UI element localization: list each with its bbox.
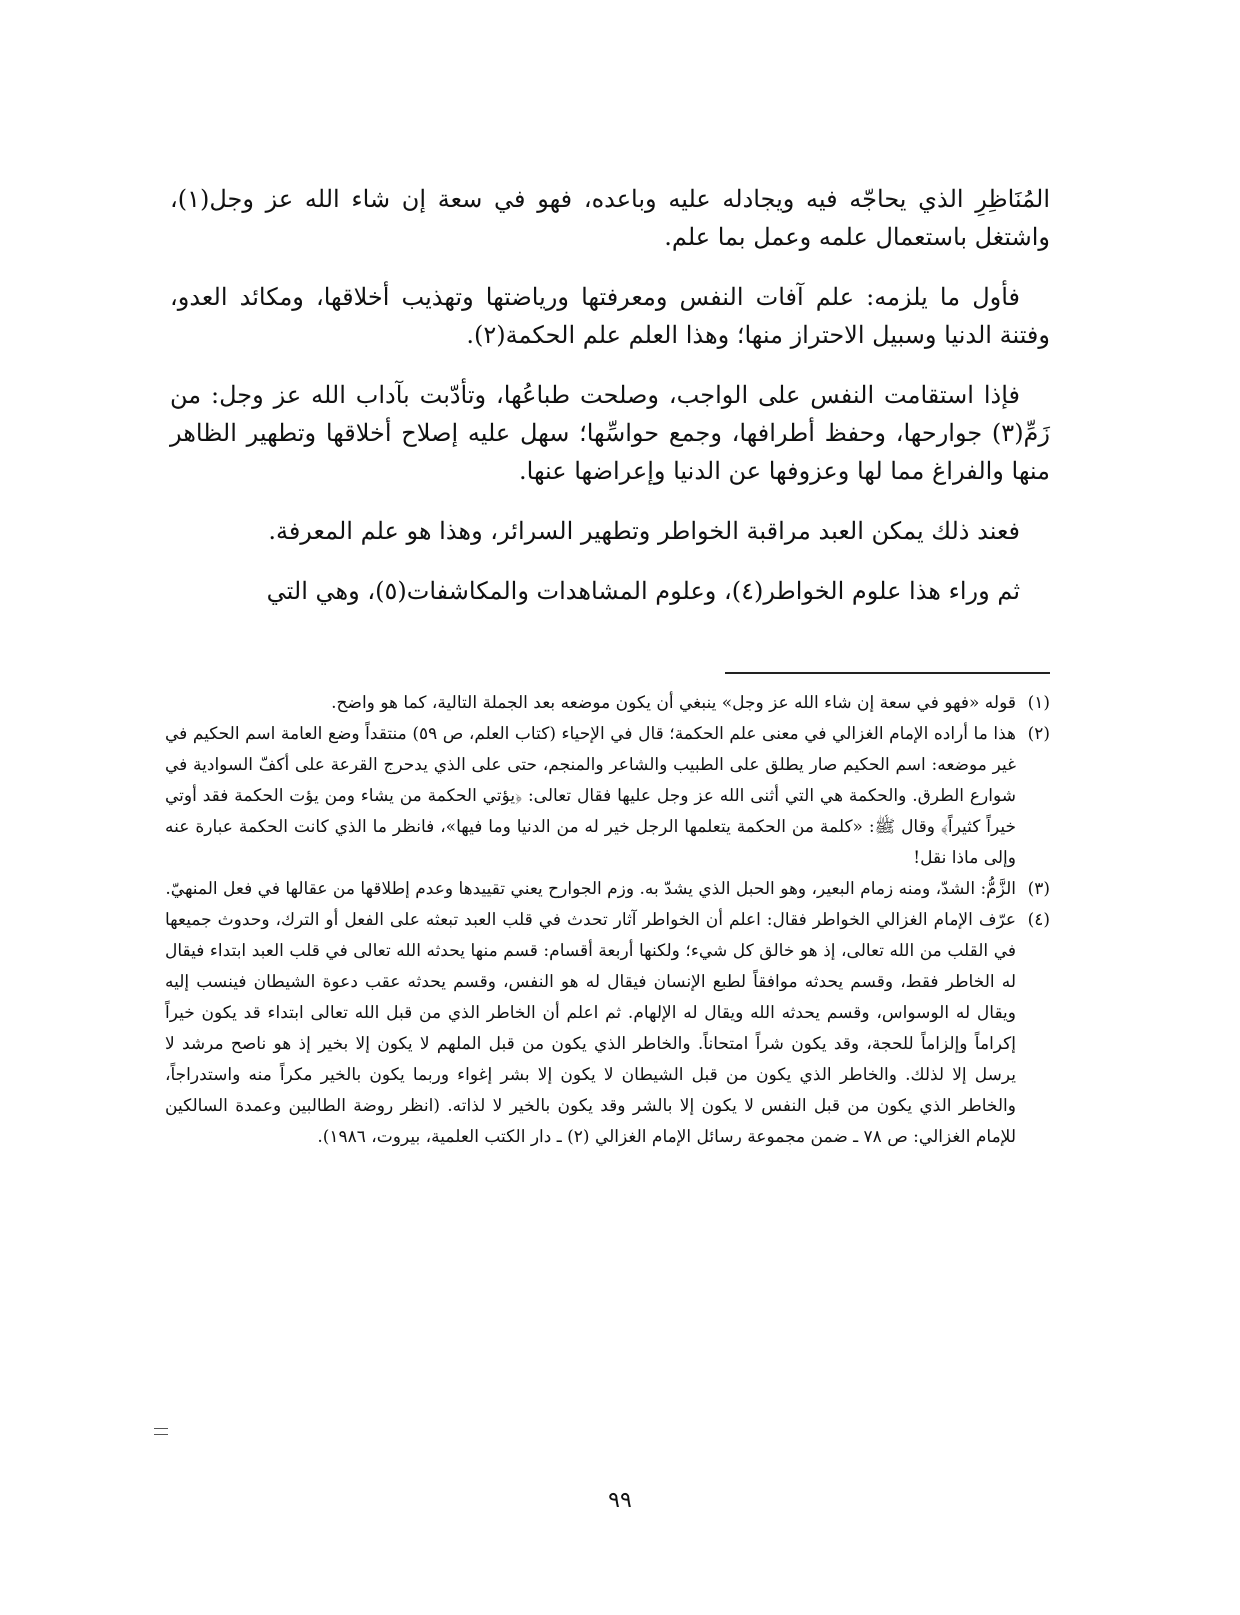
margin-mark <box>154 1428 168 1435</box>
footnote-text: هذا ما أراده الإمام الغزالي في معنى علم الحكمة؛ قال في الإحياء (كتاب العلم، ص ٥٩) منتقداً وضع العامة اسم الحكيم في غير موضعه: اسم الحكيم صار يطلق على الطبيب والشاعر والمنجم، حتى على الذي يدحرج القرعة على أكفّ السوادية في شوارع الطرق. والحكمة هي التي أثنى الله عز وجل عليها فقال تعالى: ﴿يؤتي الحكمة من يشاء ومن يؤت الحكمة فقد أوتي خيراً كثيراً﴾ وقال ﷺ: «كلمة من الحكمة يتعلمها الرجل خير له من الدنيا وما فيها»، فانظر ما الذي كانت الحكمة عبارة عنه وإلى ماذا نقل! <box>165 724 1016 868</box>
footnote-divider <box>725 672 1050 674</box>
footnote-text: عرّف الإمام الغزالي الخواطر فقال: اعلم أن الخواطر آثار تحدث في قلب العبد تبعثه على الفعل أو الترك، وحدوث جميعها في القلب من الله تعالى، إذ هو خالق كل شيء؛ ولكنها أربعة أقسام: قسم منها يحدثه الله تعالى في قلب العبد ابتداء فيقال له الخاطر فقط، وقسم يحدثه موافقاً لطبع الإنسان فيقال له هو النفس، وقسم يحدثه عقب دعوة الشيطان فينسب إليه ويقال له الوسواس، وقسم يحدثه الله ويقال له الإلهام. ثم اعلم أن الخاطر الذي من قبل الله تعالى ابتداء قد يكون خيراً إكراماً وإلزاماً للحجة، وقد يكون شراً امتحاناً. والخاطر الذي يكون من قبل الملهم لا يكون إلا بخير إذ هو ناصح مرشد لا يرسل إلا لذلك. والخاطر الذي يكون من قبل الشيطان لا يكون إلا بشر إغواء وربما يكون بالخير مكراً منه واستدراجاً، والخاطر الذي يكون من قبل النفس لا يكون إلا بالشر وقد يكون بالخير لا لذاته. (انظر روضة الطالبين وعمدة السالكين للإمام الغزالي: ص ٧٨ ـ ضمن مجموعة رسائل الإمام الغزالي (٢) ـ دار الكتب العلمية، بيروت، ١٩٨٦). <box>165 910 1017 1147</box>
footnote-text: الزَّمُّ: الشدّ، ومنه زمام البعير، وهو الحبل الذي يشدّ به. وزم الجوارح يعني تقييدها وعدم إطلاقها من عقالها في فعل المنهيّ. <box>165 879 1016 899</box>
paragraph-5: ثم وراء هذا علوم الخواطر(٤)، وعلوم المشاهدات والمكاشفات(٥)، وهي التي <box>266 577 1020 605</box>
main-text <box>170 180 1050 632</box>
footnote-1 <box>165 688 1050 719</box>
footnote-number: (١) <box>1027 693 1050 713</box>
footnote-4 <box>165 905 1050 1153</box>
paragraph-3: فإذا استقامت النفس على الواجب، وصلحت طباعُها، وتأدّبت بآداب الله عز وجل: من زَمِّ(٣) جوارحها، وحفظ أطرافها، وجمع حواسِّها؛ سهل عليه إصلاح أخلاقها وتطهير الظاهر منها والفراغ مما لها وعزوفها عن الدنيا وإعراضها عنها. <box>170 381 1050 485</box>
page-number: ٩٩ <box>608 1488 632 1513</box>
paragraph-4: فعند ذلك يمكن العبد مراقبة الخواطر وتطهير السرائر، وهذا هو علم المعرفة. <box>268 517 1020 545</box>
paragraph-1: المُنَاظِرِ الذي يحاجّه فيه ويجادله عليه وباعده، فهو في سعة إن شاء الله عز وجل(١)، واشتغل باستعمال علمه وعمل بما علم. <box>170 185 1050 251</box>
footnote-number: (٤) <box>1027 910 1050 930</box>
footnote-number: (٣) <box>1027 879 1050 899</box>
paragraph-2: فأول ما يلزمه: علم آفات النفس ومعرفتها ورياضتها وتهذيب أخلاقها، ومكائد العدو، وفتنة الدنيا وسبيل الاحتراز منها؛ وهذا العلم علم الحكمة(٢). <box>170 283 1050 349</box>
footnote-3 <box>165 874 1050 905</box>
footnotes <box>165 688 1050 1153</box>
footnote-2 <box>165 719 1050 874</box>
footnote-text: قوله «فهو في سعة إن شاء الله عز وجل» ينبغي أن يكون موضعه بعد الجملة التالية، كما هو واضح. <box>331 693 1016 713</box>
footnote-number: (٢) <box>1027 724 1050 744</box>
